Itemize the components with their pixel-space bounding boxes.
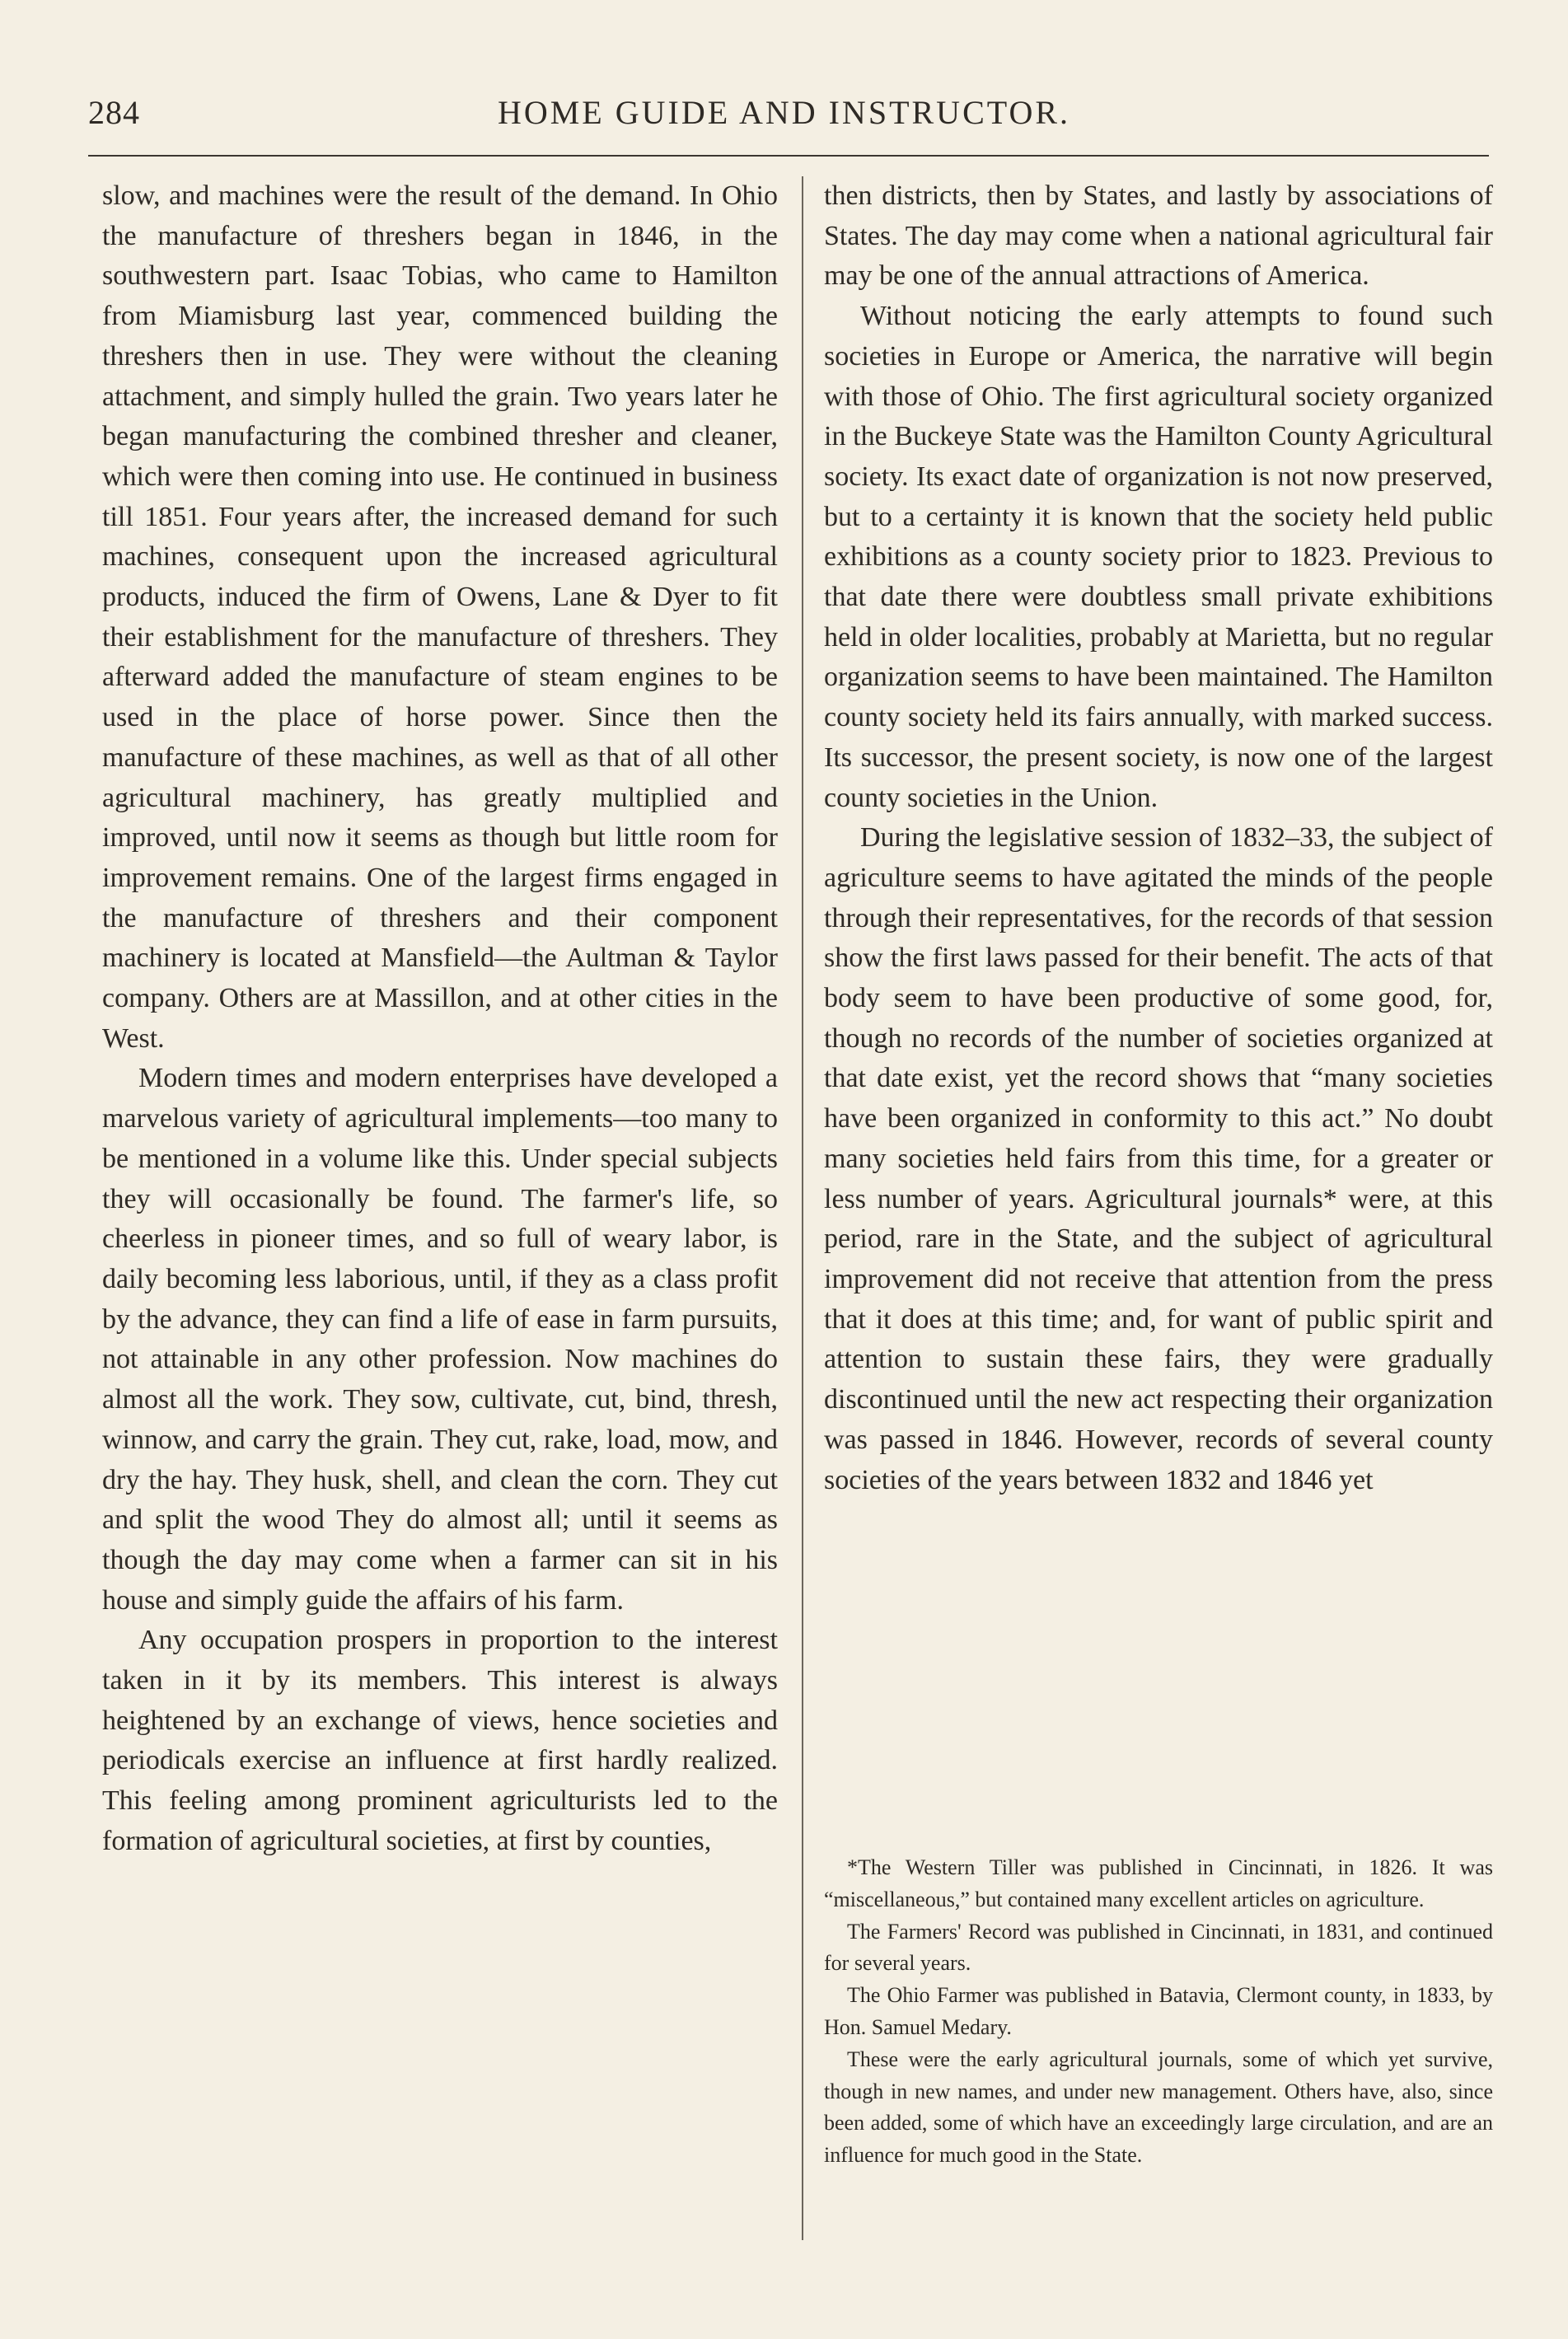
paragraph: slow, and machines were the result of the demand. In Ohio the manufacture of threshers began in 1846, in the southwestern part. Isaac Tobias, who came to Hamilton from Miamisburg last year, commenced building the threshers then in use. They were without the cleaning attachment, and simply hulled the grain. Two years later he began manufacturing the combined thresher and cleaner, which were then coming into use. He continued in business till 1851. Four years after, the increased demand for such machines, consequent upon the increased agricultural products, induced the firm of Owens, Lane & Dyer to fit their establishment for the manufacture of threshers. They afterward added the manufacture of steam engines to be used in the place of horse power. Since then the manufacture of these machines, as well as that of all other agricultural machinery, has greatly multiplied and improved, until now it seems as though but little room for improvement remains. One of the largest firms engaged in the manufacture of threshers and their component machinery is located at Mansfield—the Aultman & Taylor company. Others are at Massillon, and at other cities in the West.: [102, 180, 778, 1054]
right-column: [824, 176, 1493, 1500]
paragraph: then districts, then by States, and lastly by associations of States. The day may come when a national agricultural fair may be one of the annual attractions of America.: [824, 180, 1493, 292]
page-number: 284: [88, 94, 140, 131]
column-divider: [802, 176, 803, 2240]
paragraph: During the legislative session of 1832–33, the subject of agriculture seems to have agitated the minds of the people through their representatives, for the records of that session show the first laws passed for their benefit. The acts of that body seem to have been productive of some good, for, though no records of the number of societies organized at that date exist, yet the record shows that “many societies have been organized in conformity to this act.” No doubt many societies held fairs from this time, for a greater or less number of years. Agricultural journals* were, at this period, rare in the State, and the subject of agricultural improvement did not receive that attention from the press that it does at this time; and, for want of public spirit and attention to sustain these fairs, they were gradually discontinued until the new act respecting their organization was passed in 1846. However, records of several county societies of the years between 1832 and 1846 yet: [824, 822, 1493, 1495]
footnote: These were the early agricultural journals, some of which yet survive, though in new names, and under new management. Others have, also, since been added, some of which have an exceedingly large circulation, and are an influence for much good in the State.: [824, 2047, 1493, 2168]
footnote: The Ohio Farmer was published in Batavia, Clermont county, in 1833, by Hon. Samuel Medary.: [824, 1983, 1493, 2039]
paragraph: Without noticing the early attempts to found such societies in Europe or America, the narrative will begin with those of Ohio. The first agricultural society organized in the Buckeye State was the Hamilton County Agricultural society. Its exact date of organization is not now preserved, but to a certainty it is known that the society held public exhibitions as a county society prior to 1823. Previous to that date there were doubtless small private exhibitions held in older localities, probably at Marietta, but no regular organization seems to have been maintained. The Hamilton county society held its fairs annually, with marked success. Its successor, the present society, is now one of the largest county societies in the Union.: [824, 301, 1493, 813]
footnote: *The Western Tiller was published in Cincinnati, in 1826. It was “miscellaneous,” but contained many excellent articles on agriculture.: [824, 1855, 1493, 1911]
left-column: [102, 176, 778, 1862]
paragraph: Modern times and modern enterprises have developed a marvelous variety of agricultural implements—too many to be mentioned in a volume like this. Under special subjects they will occasionally be found. The farmer's life, so cheerless in pioneer times, and so full of weary labor, is daily becoming less laborious, until, if they as a class profit by the advance, they can find a life of ease in farm pursuits, not attainable in any other profession. Now machines do almost all the work. They sow, cultivate, cut, bind, thresh, winnow, and carry the grain. They cut, rake, load, mow, and dry the hay. They husk, shell, and clean the corn. They cut and split the wood They do almost all; until it seems as though the day may come when a farmer can sit in his house and simply guide the affairs of his farm.: [102, 1063, 778, 1616]
footnotes: [824, 1852, 1493, 2172]
running-title: HOME GUIDE AND INSTRUCTOR.: [497, 94, 1071, 131]
paragraph: Any occupation prospers in proportion to the interest taken in it by its members. This interest is always heightened by an exchange of views, hence societies and periodicals exercise an influence at first hardly realized. This feeling among prominent agriculturists led to the formation of agricultural societies, at first by counties,: [102, 1625, 778, 1856]
footnote: The Farmers' Record was published in Cincinnati, in 1831, and continued for several years.: [824, 1919, 1493, 1976]
header-rule: [88, 155, 1489, 157]
